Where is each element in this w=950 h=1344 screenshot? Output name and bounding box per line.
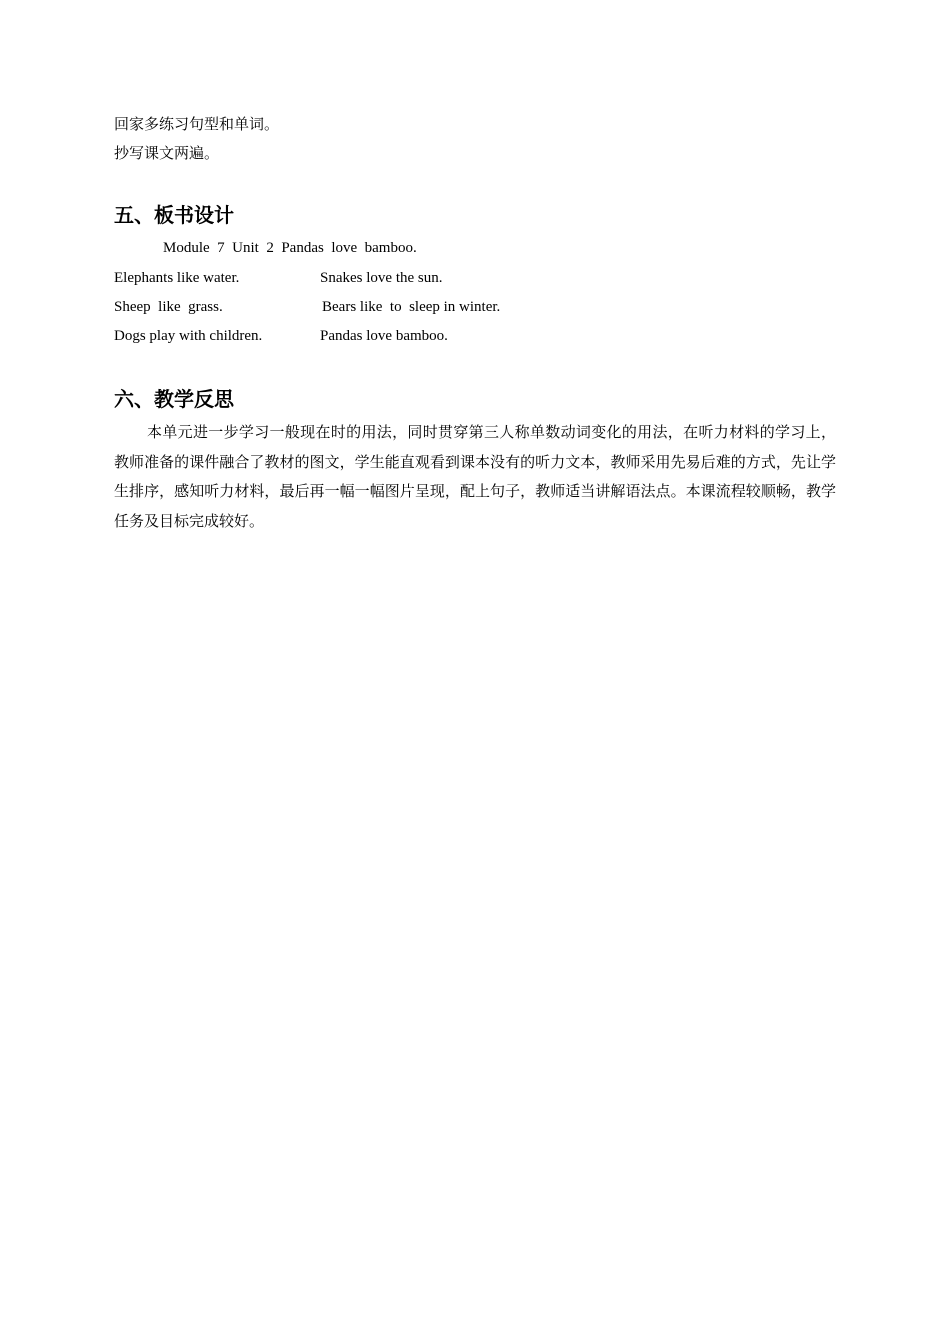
homework-line-1: 回家多练习句型和单词。 [114, 117, 280, 133]
board-row-2-left: Sheep like grass. [114, 299, 223, 315]
board-row-3-left: Dogs play with children. [114, 328, 263, 344]
board-title: Module 7 Unit 2 Pandas love bamboo. [163, 240, 417, 256]
section-5-heading: 五、板书设计 [114, 203, 234, 227]
homework-line-2: 抄写课文两遍。 [114, 146, 220, 162]
board-row-1-right: Snakes love the sun. [320, 270, 443, 286]
board-row-1-left: Elephants like water. [114, 270, 240, 286]
reflection-paragraph: 本单元进一步学习一般现在时的用法，同时贯穿第三人称单数动词变化的用法，在听力材料的学习上，教师准备的课件融合了教材的图文，学生能直观看到课本没有的听力文本，教师采用先易后难的方式，先让学生排序，感知听力材料，最后再一幅一幅图片呈现，配上句子，教师适当讲解语法点。本课流程较顺畅，教学任务及目标完成较好。 [114, 425, 836, 530]
board-row-3-right: Pandas love bamboo. [320, 328, 448, 344]
section-6-heading: 六、教学反思 [114, 387, 234, 411]
board-row-2-right: Bears like to sleep in winter. [322, 299, 501, 315]
